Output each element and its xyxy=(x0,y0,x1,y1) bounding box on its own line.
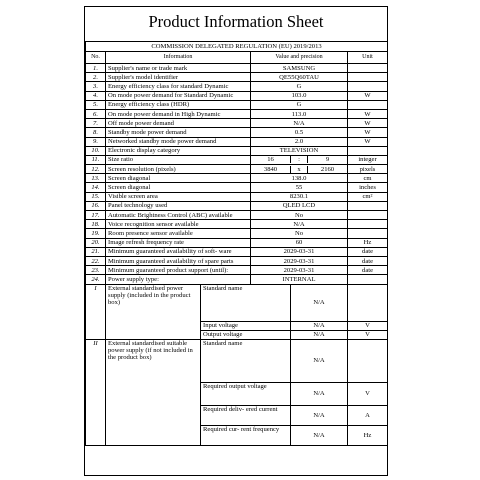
table-row xyxy=(86,174,388,183)
row-unit xyxy=(348,64,388,73)
table-row xyxy=(86,238,388,247)
row-unit: Hz xyxy=(348,238,388,247)
row-number: 22. xyxy=(86,256,106,265)
row-number: 8. xyxy=(86,128,106,137)
header-information: Information xyxy=(106,52,251,64)
row-value: 8230.1 xyxy=(251,192,348,201)
row-information: Electronic display category xyxy=(106,146,251,155)
table-row xyxy=(86,192,388,201)
row-value: G xyxy=(251,82,348,91)
power-supply-number: I xyxy=(86,284,106,339)
row-value: 2029-03-31 xyxy=(251,247,348,256)
row-number: 1. xyxy=(86,64,106,73)
table-row xyxy=(86,82,388,91)
table-row xyxy=(86,256,388,265)
table-row xyxy=(86,73,388,82)
power-supply-row xyxy=(86,339,388,382)
row-value: TELEVISION xyxy=(251,146,348,155)
row-value: No xyxy=(251,229,348,238)
power-supply-unit: A xyxy=(348,405,388,425)
row-unit xyxy=(348,220,388,229)
row-number: 10. xyxy=(86,146,106,155)
row-information: Supplier's name or trade mark xyxy=(106,64,251,73)
row-number: 18. xyxy=(86,220,106,229)
row-information: Energy efficiency class for standard Dynamic xyxy=(106,82,251,91)
table-row xyxy=(86,266,388,275)
row-number: 11. xyxy=(86,155,106,164)
value-separator: : xyxy=(290,156,308,163)
row-number: 24. xyxy=(86,275,106,284)
row-unit: date xyxy=(348,256,388,265)
row-unit xyxy=(348,275,388,284)
value-part: 2160 xyxy=(320,165,335,173)
row-information: Screen resolution (pixels) xyxy=(106,165,251,174)
table-row xyxy=(86,211,388,220)
table-row xyxy=(86,64,388,73)
row-number: 19. xyxy=(86,229,106,238)
row-unit xyxy=(348,146,388,155)
row-number: 15. xyxy=(86,192,106,201)
row-unit xyxy=(348,73,388,82)
row-unit: date xyxy=(348,266,388,275)
table-row xyxy=(86,100,388,109)
table-row xyxy=(86,229,388,238)
page-title: Product Information Sheet xyxy=(148,12,324,31)
row-number: 21. xyxy=(86,247,106,256)
row-information: Automatic Brightness Control (ABC) available xyxy=(106,211,251,220)
power-supply-field: Required cur- rent frequency xyxy=(201,425,291,445)
row-unit: W xyxy=(348,137,388,146)
power-supply-label: External standardised suitable power supply (if not included in the product box) xyxy=(106,339,201,445)
header-row xyxy=(86,52,388,64)
row-number: 20. xyxy=(86,238,106,247)
table-row xyxy=(86,109,388,118)
row-value: No xyxy=(251,211,348,220)
row-value: 2.0 xyxy=(251,137,348,146)
power-supply-field: Input voltage xyxy=(201,321,291,330)
row-value: 103.0 xyxy=(251,91,348,100)
value-part: 3840 xyxy=(263,165,278,173)
row-information: Standby mode power demand xyxy=(106,128,251,137)
table-row xyxy=(86,247,388,256)
row-value: 2029-03-31 xyxy=(251,266,348,275)
row-unit: date xyxy=(348,247,388,256)
row-number: 3. xyxy=(86,82,106,91)
table-row xyxy=(86,165,388,174)
regulation-row xyxy=(86,42,388,52)
table-row xyxy=(86,155,388,164)
power-supply-value: N/A xyxy=(291,405,348,425)
power-supply-unit: Hz xyxy=(348,425,388,445)
row-value: QE55Q60TAU xyxy=(251,73,348,82)
row-value: 60 xyxy=(251,238,348,247)
power-supply-label: External standardised power supply (included in the product box) xyxy=(106,284,201,339)
row-value: 0.5 xyxy=(251,128,348,137)
row-value: SAMSUNG xyxy=(251,64,348,73)
row-value xyxy=(251,155,348,164)
row-information: On mode power demand in High Dynamic xyxy=(106,109,251,118)
row-number: 12. xyxy=(86,165,106,174)
row-unit: inches xyxy=(348,183,388,192)
row-number: 5. xyxy=(86,100,106,109)
row-number: 23. xyxy=(86,266,106,275)
table-row xyxy=(86,146,388,155)
row-information: Panel technology used xyxy=(106,201,251,210)
row-unit xyxy=(348,201,388,210)
row-information: Screen diagonal xyxy=(106,174,251,183)
table-row xyxy=(86,91,388,100)
power-supply-unit: V xyxy=(348,382,388,405)
row-value: 2029-03-31 xyxy=(251,256,348,265)
table-row xyxy=(86,201,388,210)
value-separator: x xyxy=(290,166,308,173)
row-unit: W xyxy=(348,109,388,118)
row-information: Voice recognition sensor available xyxy=(106,220,251,229)
row-unit: cm xyxy=(348,174,388,183)
power-supply-unit xyxy=(348,284,388,321)
power-supply-field: Standard name xyxy=(201,284,291,321)
row-value: 55 xyxy=(251,183,348,192)
value-part: 16 xyxy=(267,156,274,164)
row-number: 14. xyxy=(86,183,106,192)
power-supply-field: Standard name xyxy=(201,339,291,382)
row-information: Energy efficiency class (HDR) xyxy=(106,100,251,109)
power-supply-row xyxy=(86,284,388,321)
table-row xyxy=(86,220,388,229)
table-row xyxy=(86,275,388,284)
header-unit: Unit xyxy=(348,52,388,64)
row-information: Minimum guaranteed product support (until): xyxy=(106,266,251,275)
power-supply-value: N/A xyxy=(291,330,348,339)
power-supply-unit xyxy=(348,339,388,382)
row-information: Screen diagonal xyxy=(106,183,251,192)
value-part: 9 xyxy=(325,156,330,164)
table-row xyxy=(86,137,388,146)
row-unit xyxy=(348,100,388,109)
row-information: Minimum guaranteed availability of soft- ware xyxy=(106,247,251,256)
power-supply-unit: V xyxy=(348,330,388,339)
row-unit: W xyxy=(348,91,388,100)
table-row xyxy=(86,128,388,137)
row-unit: cm² xyxy=(348,192,388,201)
product-information-sheet xyxy=(84,6,388,476)
power-supply-value: N/A xyxy=(291,339,348,382)
row-number: 16. xyxy=(86,201,106,210)
power-supply-value: N/A xyxy=(291,321,348,330)
power-supply-unit: V xyxy=(348,321,388,330)
row-value: 138.0 xyxy=(251,174,348,183)
row-information: Supplier's model identifier xyxy=(106,73,251,82)
header-value: Value and precision xyxy=(251,52,348,64)
power-supply-value: N/A xyxy=(291,284,348,321)
row-unit: W xyxy=(348,128,388,137)
row-unit: pixels xyxy=(348,165,388,174)
row-number: 7. xyxy=(86,119,106,128)
row-information: Image refresh frequency rate xyxy=(106,238,251,247)
row-value: N/A xyxy=(251,119,348,128)
power-supply-value: N/A xyxy=(291,425,348,445)
row-information: Visible screen area xyxy=(106,192,251,201)
row-value xyxy=(251,165,348,174)
row-number: 2. xyxy=(86,73,106,82)
row-unit: integer xyxy=(348,155,388,164)
row-number: 13. xyxy=(86,174,106,183)
row-value: QLED LCD xyxy=(251,201,348,210)
power-supply-number: II xyxy=(86,339,106,445)
power-supply-field: Output voltage xyxy=(201,330,291,339)
row-value: 113.0 xyxy=(251,109,348,118)
row-information: Off mode power demand xyxy=(106,119,251,128)
row-value: N/A xyxy=(251,220,348,229)
header-no: No. xyxy=(86,52,106,64)
row-information: Networked standby mode power demand xyxy=(106,137,251,146)
row-information: On mode power demand for Standard Dynamic xyxy=(106,91,251,100)
row-value: INTERNAL xyxy=(251,275,348,284)
row-unit xyxy=(348,229,388,238)
row-number: 6. xyxy=(86,109,106,118)
regulation-title: COMMISSION DELEGATED REGULATION (EU) 2019/2013 xyxy=(86,42,388,52)
row-information: Size ratio xyxy=(106,155,251,164)
row-unit xyxy=(348,82,388,91)
row-value: G xyxy=(251,100,348,109)
table-row xyxy=(86,183,388,192)
row-information: Room presence sensor available xyxy=(106,229,251,238)
row-number: 17. xyxy=(86,211,106,220)
power-supply-value: N/A xyxy=(291,382,348,405)
power-supply-field: Required output voltage xyxy=(201,382,291,405)
table-row xyxy=(86,119,388,128)
power-supply-field: Required deliv- ered current xyxy=(201,405,291,425)
row-unit xyxy=(348,211,388,220)
row-number: 4. xyxy=(86,91,106,100)
row-unit: W xyxy=(348,119,388,128)
product-information-table xyxy=(85,41,388,446)
row-information: Power supply type: xyxy=(106,275,251,284)
row-number: 9. xyxy=(86,137,106,146)
row-information: Minimum guaranteed availability of spare parts xyxy=(106,256,251,265)
